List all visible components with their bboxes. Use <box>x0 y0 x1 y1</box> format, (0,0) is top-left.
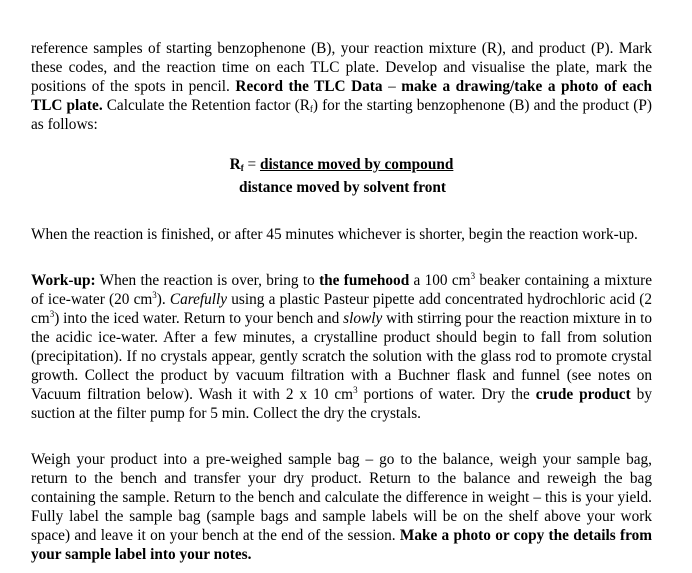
formula-numerator: distance moved by compound <box>259 156 454 173</box>
paragraph-tlc-instructions <box>31 39 652 134</box>
work-up-label: Work-up: <box>31 272 96 289</box>
text-run: using a plastic Pasteur pipette add concentrated hydrochloric acid (2 cm <box>31 291 653 327</box>
text-run: beaker containing a mixture of ice-water (20 cm <box>31 272 653 308</box>
formula-denominator-line <box>33 178 652 197</box>
text-run: by suction at the filter pump for 5 min. Collect the dry the crystals. <box>31 386 652 422</box>
italic-run: slowly <box>343 310 383 327</box>
text-run: with stirring pour the reaction mixture in to the acidic ice-water. After a few minutes, a crystalline product should begin to fall from solution (precipitation). If no crystals appear, gently scratch the solution with the glass rod to promote crystal growth. Collect the product by vacuum filtration with a Buchner flask and funnel (see notes on Vacuum filtration below). Wash it with 2 x 10 cm <box>31 310 652 403</box>
paragraph-reaction-finish <box>31 225 652 244</box>
text-run: ) into the iced water. Return to your bench and <box>54 310 344 327</box>
superscript-3: 3 <box>353 385 358 395</box>
paragraph-work-up <box>31 271 652 423</box>
text-run: Calculate the Retention factor (R <box>102 97 310 114</box>
text-run: Weigh your product into a pre-weighed sample bag – go to the balance, weigh your sample bag, return to the bench and transfer your dry product. Return to the balance and reweigh the bag containing the sample. Return to the bench and calculate the difference in weight – this is your yield. Fully label the sample bag (sample bags and sample labels will be on the shelf above your work space) and leave it on your bench at the end of the session. <box>31 451 652 544</box>
italic-run: Carefully <box>169 291 228 308</box>
formula-denominator: distance moved by solvent front <box>238 179 447 196</box>
text-run: ). <box>156 291 170 308</box>
formula-numerator-line <box>31 155 652 178</box>
subscript-f: f <box>309 104 313 114</box>
text-run: When the reaction is finished, or after 45 minutes whichever is shorter, begin the reaction work-up. <box>31 226 638 243</box>
text-run: a 100 cm <box>409 272 471 289</box>
bold-run: Record the TLC Data <box>235 78 383 95</box>
equals-sign: = <box>243 156 260 173</box>
paragraph-weigh-product <box>31 450 652 564</box>
bold-run: Make a photo or copy the details from your sample label into your notes. <box>31 527 653 563</box>
text-run: ) for the starting benzophenone (B) and the product (P) as follows: <box>31 97 652 133</box>
bold-run: the fumehood <box>319 272 410 289</box>
text-run: – <box>382 78 402 95</box>
rf-subscript: f <box>240 163 244 173</box>
superscript-3: 3 <box>49 309 55 319</box>
bold-run: make a drawing/take a photo of each TLC plate. <box>31 78 652 114</box>
rf-formula <box>31 155 652 197</box>
bold-run: crude product <box>535 386 631 403</box>
superscript-3: 3 <box>152 290 157 300</box>
text-run: When the reaction is over, bring to <box>95 272 320 289</box>
rf-symbol: R <box>229 156 241 173</box>
text-run: reference samples of starting benzophenone (B), your reaction mixture (R), and product (P). Mark these codes, and the reaction time on each TLC plate. Develop and visualise the plate, mark the positions of the spots in pencil. <box>31 40 652 95</box>
superscript-3: 3 <box>470 271 476 281</box>
text-run: portions of water. Dry the <box>357 386 536 403</box>
